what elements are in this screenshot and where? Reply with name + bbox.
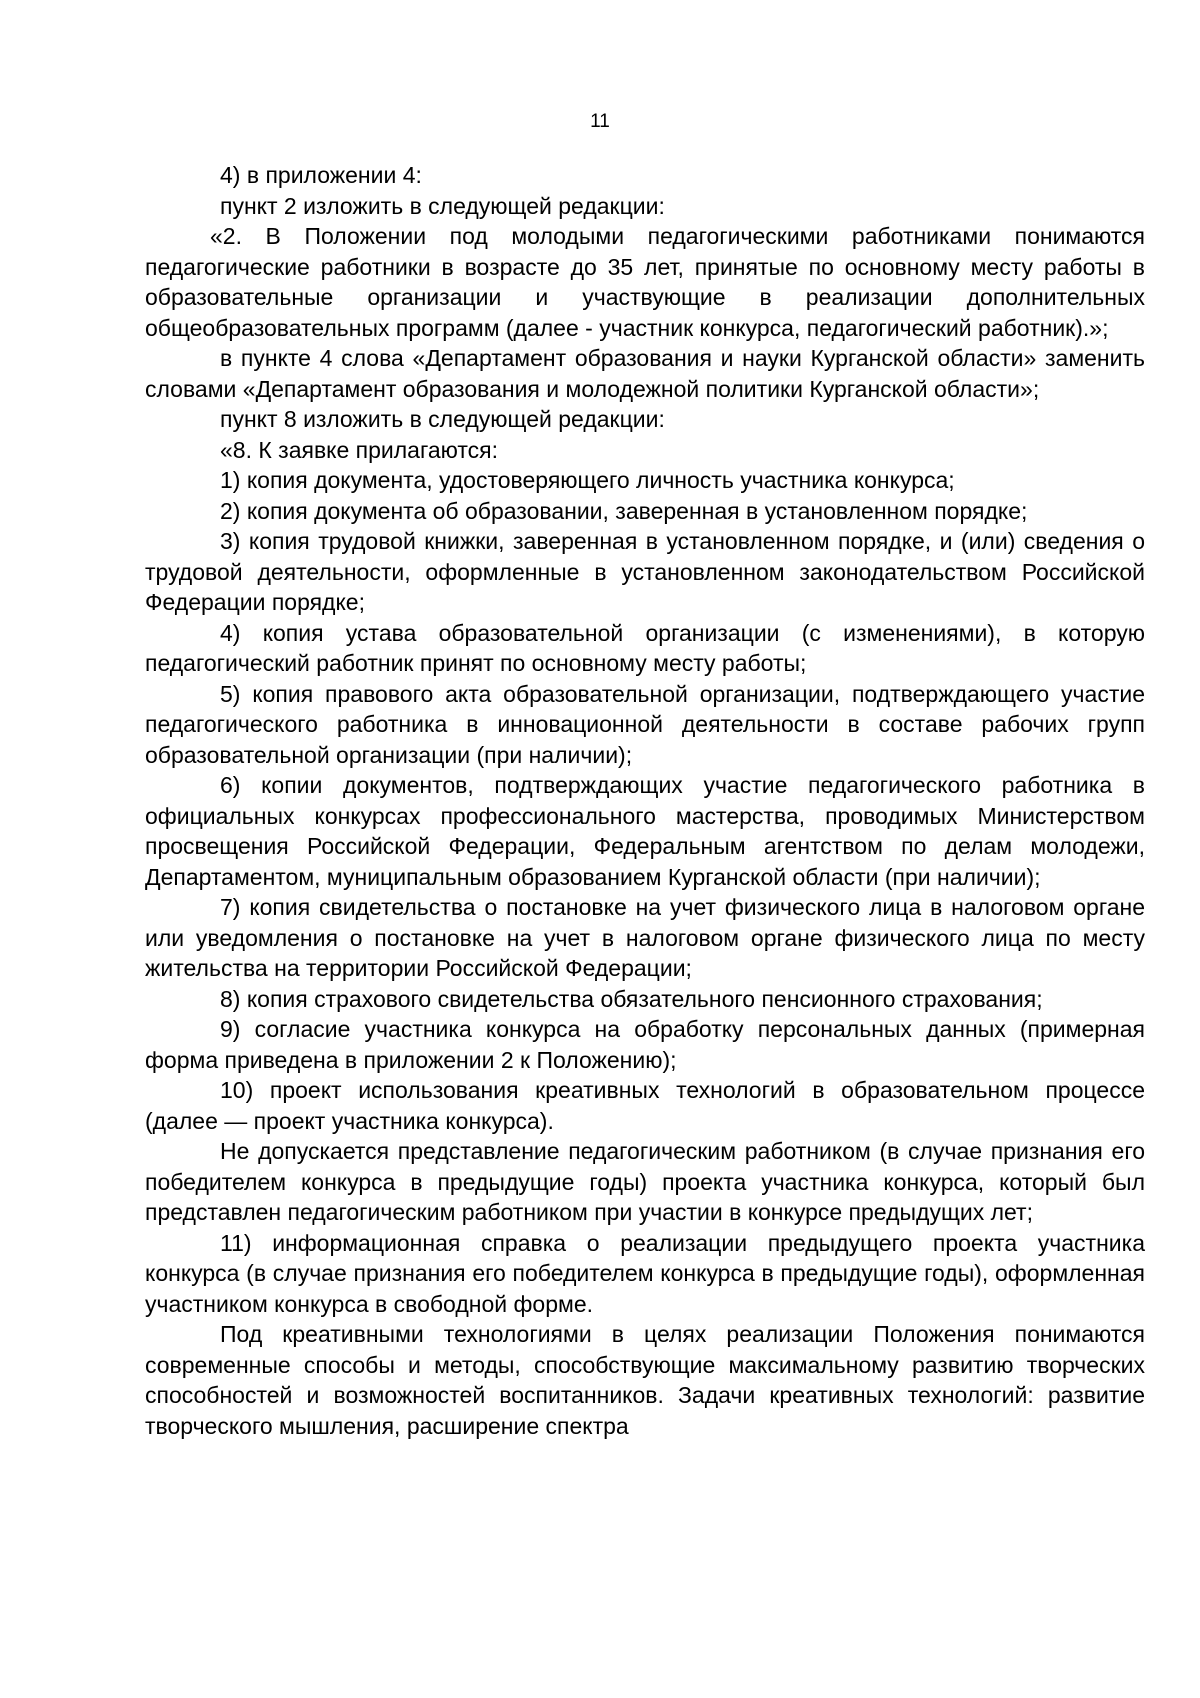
paragraph: «8. К заявке прилагаются: bbox=[220, 436, 499, 463]
paragraph: пункт 8 изложить в следующей редакции: bbox=[220, 406, 665, 432]
paragraph: Под креативными технологиями в целях реализации Положения понимаются современные способы и методы, способствующие максимальному развитию творческих способностей и возможностей воспитанников. Задачи креативных технологий: развитие творческого мышления, расширение спектра bbox=[145, 1321, 1145, 1439]
paragraph: 9) согласие участника конкурса на обработку персональных данных (примерная форма приведена в приложении 2 к Положению); bbox=[145, 1016, 1145, 1073]
paragraph: «2. В Положении под молодыми педагогическими работниками понимаются педагогические работники в возрасте до 35 лет, принятые по основному месту работы в образовательные организации и участвующие в реализации дополнительных общеобразовательных программ (далее - участник конкурса, педагогический работник).»; bbox=[145, 223, 1145, 341]
paragraph: Не допускается представление педагогическим работником (в случае признания его победителем конкурса в предыдущие годы) проекта участника конкурса, который был представлен педагогическим работником при участии в конкурсе предыдущих лет; bbox=[145, 1138, 1145, 1225]
paragraph: 5) копия правового акта образовательной организации, подтверждающего участие педагогического работника в инновационной деятельности в составе рабочих групп образовательной организации (при наличии); bbox=[145, 680, 1145, 768]
paragraph: 1) копия документа, удостоверяющего личность участника конкурса; bbox=[220, 467, 955, 493]
paragraph: в пункте 4 слова «Департамент образования и науки Курганской области» заменить словами «Департамент образования и молодежной политики Курганской области»; bbox=[145, 345, 1145, 402]
paragraph: 2) копия документа об образовании, заверенная в установленном порядке; bbox=[220, 497, 1028, 524]
paragraph: 7) копия свидетельства о постановке на учет физического лица в налоговом органе или уведомления о постановке на учет в налоговом органе физического лица по месту жительства на территории Российской Федерации; bbox=[145, 894, 1145, 981]
paragraph: 6) копии документов, подтверждающих участие педагогического работника в официальных конкурсах профессионального мастерства, проводимых Министерством просвещения Российской Федерации, Федеральным агентством по делам молодежи, Департаментом, муниципальным образованием Курганской области (при наличии); bbox=[145, 772, 1145, 890]
paragraph: 10) проект использования креативных технологий в образовательном процессе (далее — проект участника конкурса). bbox=[145, 1077, 1145, 1134]
paragraph: 4) копия устава образовательной организации (с изменениями), в которую педагогический работник принят по основному месту работы; bbox=[145, 619, 1145, 676]
paragraph: 8) копия страхового свидетельства обязательного пенсионного страхования; bbox=[220, 985, 1043, 1012]
document-body bbox=[145, 160, 1145, 1441]
page-number: 11 bbox=[590, 111, 610, 132]
paragraph: 3) копия трудовой книжки, заверенная в установленном порядке, и (или) сведения о трудовой деятельности, оформленные в установленном законодательством Российской Федерации порядке; bbox=[145, 528, 1145, 615]
paragraph: 11) информационная справка о реализации предыдущего проекта участника конкурса (в случае признания его победителем конкурса в предыдущие годы), оформленная участником конкурса в свободной форме. bbox=[145, 1229, 1145, 1317]
paragraph: 4) в приложении 4: bbox=[220, 162, 422, 188]
paragraph: пункт 2 изложить в следующей редакции: bbox=[220, 192, 665, 219]
